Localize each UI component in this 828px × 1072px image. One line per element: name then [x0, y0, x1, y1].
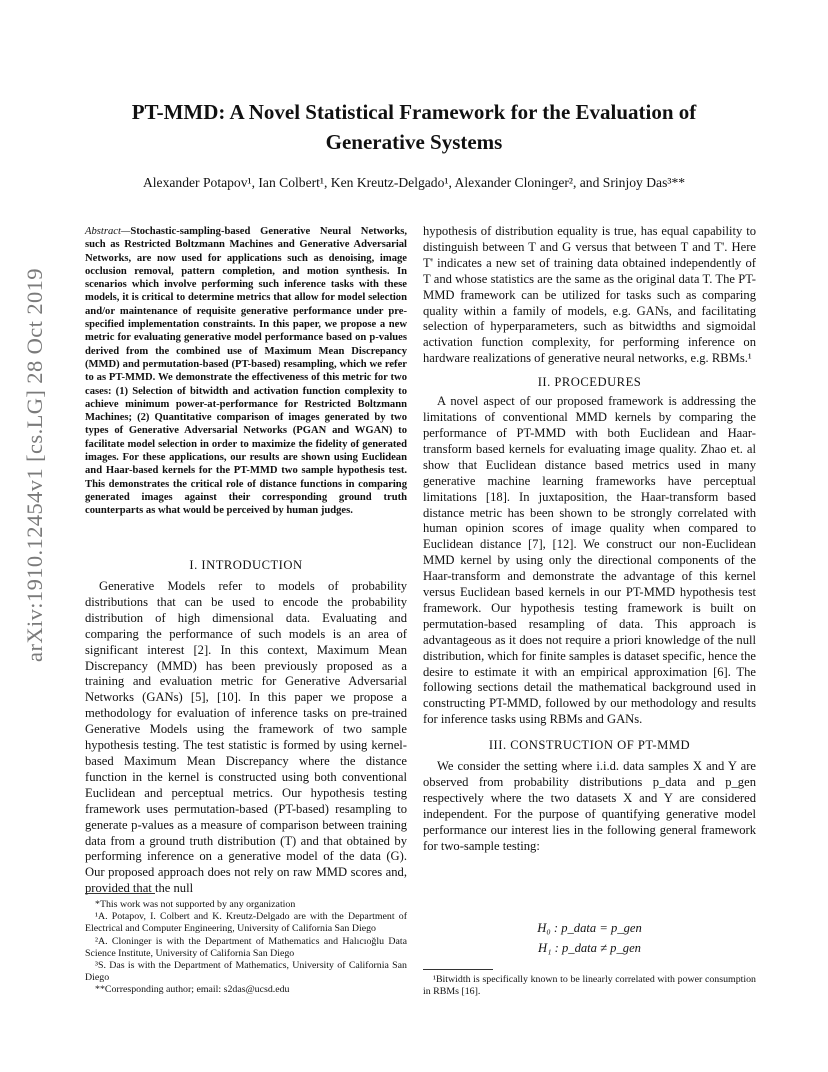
equation-h1: H₁ : p_data ≠ p_gen: [538, 941, 641, 955]
footnote-rule: [423, 969, 493, 970]
introduction-text: Generative Models refer to models of probability distributions that can be used to encode the probability distribution of high dimensional data. Evaluating and comparing the performance of such models is an area of significant interest [2]. In this context, Maximum Mean Discrepancy (MMD) has been previously proposed as a training and evaluation metric for Generative Adversarial Networks (GANs) [5], [10]. In this paper we propose a methodology for evaluation of inference tasks on pre-trained Generative Models using the framework of two sample hypothesis testing. The test statistic is formed by using kernel-based Maximum Mean Discrepancy where the distance function in the kernel is constructed using both conventional Euclidean and perceptual metrics. Our hypothesis testing framework uses permutation-based (PT-based) resampling to generate p-values as a measure of comparison between training data from a ground truth distribution (T) and that obtained by performing inference on a generative model of the data (G). Our proposed approach does not rely on raw MMD scores and, provided that the null: [85, 579, 407, 896]
footnote-right: [423, 974, 756, 998]
paper-title: PT-MMD: A Novel Statistical Framework for the Evaluation of Generative Systems: [131, 100, 697, 154]
abstract-lead: Abstract—: [85, 226, 131, 237]
footnotes-left: [85, 899, 407, 997]
footnote: **Corresponding author; email: s2das@ucsd.edu: [95, 984, 290, 996]
abstract: [85, 225, 407, 518]
footnote: ³S. Das is with the Department of Mathematics, University of California San Diego: [85, 960, 407, 984]
procedures-text: A novel aspect of our proposed framework is addressing the limitations of conventional MMD kernels by comparing the performance of PT-MMD with both Euclidean and Haar-transform based kernels for evaluating image quality. Zhao et. al show that Euclidean distance based metrics used in many generative machine learning frameworks have perceptual limitations [18]. In juxtaposition, the Haar-transform based distance metric has been shown to be strongly correlated with human opinion scores of image quality when compared to Euclidean distance [7], [12]. We construct our non-Euclidean MMD kernel by using only the directional components of the Haar-transform and demonstrate the advantage of this kernel versus Euclidean based kernels in our PT-MMD hypothesis test framework. Our hypothesis testing framework is built on permutation-based resampling of data. This approach is advantageous as it does not require a priori knowledge of the null distribution, which for finite samples is dataset specific, hence the desire to estimate it with an empirical approximation [6]. The following sections detail the mathematical background used in constructing PT-MMD, followed by our methodology and results for inference tasks using RBMs and GANs.: [423, 394, 756, 727]
footnote: ¹Bitwidth is specifically known to be linearly correlated with power consumption in RBMs [16].: [423, 974, 756, 998]
arxiv-stamp: arXiv:1910.12454v1 [cs.LG] 28 Oct 2019: [22, 268, 47, 662]
section-heading-procedures: II. PROCEDURES: [537, 375, 642, 390]
hypotheses: [423, 918, 756, 958]
introduction-continued: hypothesis of distribution equality is true, has equal capability to distinguish between T and G versus that between T and T'. Here T' indicates a new set of training data obtained independently of T and whose statistics are the same as the original data T. The PT-MMD framework can be utilized for tasks such as comparing quality within a family of models, e.g. GANs, and facilitating selection of hyperparameters, such as bitwidths and sigmoidal activation function complexity, for performing inference on hardware realizations of generative neural networks, e.g. RBMs.¹: [423, 224, 756, 366]
introduction-section: [85, 558, 407, 897]
section-heading-introduction: I. INTRODUCTION: [189, 558, 303, 572]
footnote: ²A. Cloninger is with the Department of Mathematics and Halıcıoğlu Data Science Institute, University of California San Diego: [85, 935, 407, 959]
author-list: Alexander Potapov¹, Ian Colbert¹, Ken Kreutz-Delgado¹, Alexander Cloninger², and Srinjoy Das³**: [142, 175, 686, 190]
right-column: [423, 224, 756, 855]
footnote: *This work was not supported by any organization: [95, 899, 296, 910]
construction-text: We consider the setting where i.i.d. data samples X and Y are observed from probability distributions p_data and p_gen respectively where the two datasets X and Y are considered independent. For the purpose of quantifying generative model performance our interest lies in the following general framework for two-sample testing:: [423, 759, 756, 853]
footnote: ¹A. Potapov, I. Colbert and K. Kreutz-Delgado are with the Department of Electrical and Computer Engineering, University of California San Diego: [85, 911, 407, 935]
section-heading-construction: III. CONSTRUCTION OF PT-MMD: [488, 738, 691, 753]
abstract-text: Stochastic-sampling-based Generative Neural Networks, such as Restricted Boltzmann Machines and Generative Adversarial Networks, are now used for applications such as denoising, image occlusion removal, pattern completion, and motion synthesis. In scenarios which involve performing such inference tasks with these models, it is critical to determine metrics that allow for model selection and/or maintenance of requisite generative performance under pre-specified implementation constraints. In this paper, we propose a new metric for evaluating generative model performance based on p-values derived from the combined use of Maximum Mean Discrepancy (MMD) and permutation-based (PT-based) resampling, which we refer to as PT-MMD. We demonstrate the effectiveness of this metric for two cases: (1) Selection of bitwidth and activation function complexity to achieve minimum power-at-performance for Restricted Boltzmann Machines; (2) Quantitative comparison of images generated by two types of Generative Adversarial Networks (PGAN and WGAN) to facilitate model selection in order to maximize the fidelity of generated images. For these applications, our results are shown using Euclidean and Haar-based kernels for the PT-MMD two sample hypothesis test. This demonstrates the critical role of distance functions in comparing generated images against their corresponding ground truth counterparts as what would be perceived by human judges.: [85, 226, 407, 517]
equation-h0: H₀ : p_data = p_gen: [537, 921, 642, 935]
footnote-rule: [85, 893, 155, 894]
